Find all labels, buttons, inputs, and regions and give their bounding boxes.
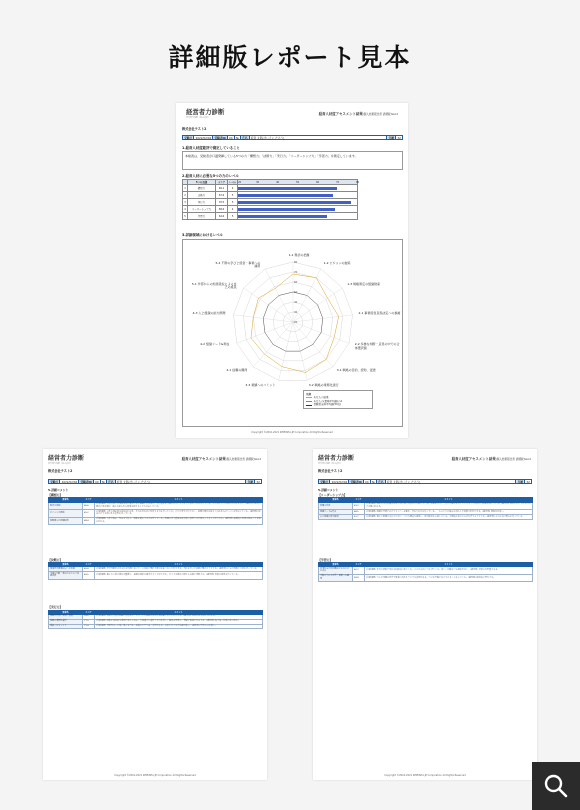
level-cell: 3: [184, 200, 186, 204]
comment-table-header: コメント: [365, 563, 533, 567]
comment-area: 不断の学びと経営・事業への適用: [319, 574, 353, 582]
radar-legend: 凡例 あなたの結果 あなたの(業務平均値)の2 受験者全体平均値(50点): [303, 390, 373, 409]
level-cell: 5: [184, 214, 186, 218]
comment-group-label: 【実行力】: [48, 605, 63, 610]
section-1-text: 本検査は、受検者が口頭発揮している5つの力「構想力」「決断力」「実行力」「リーダーシップ力」「学習力」を測定しています。: [182, 151, 403, 170]
comment-score: 68.4: [83, 517, 95, 525]
examinee-info: 受験日 2022/02/04 受験者ID 00 № 氏名 経営 太郎(けいえい たろう) 年齢 32: [182, 135, 403, 140]
report-page-left: [43, 449, 267, 780]
comment-area: 戦略の目的、認知、浸透: [49, 614, 83, 619]
level-bar: [238, 187, 336, 191]
comment-row: [319, 574, 533, 582]
radar-axis-label: 2-1 事業経営意思決定への参画: [358, 311, 401, 316]
comment-table-header: コメント: [95, 610, 263, 614]
search-icon: [543, 773, 569, 799]
comment-area: 戦略の業務化遂行: [49, 619, 83, 624]
comment-score: 63.2: [353, 502, 365, 510]
brand-logo: 経営者力診断 経営者力診断（株式会社）: [318, 455, 355, 465]
comment-score: 68.5: [353, 510, 365, 515]
level-bar: [238, 208, 335, 212]
comment-text: (詳細領域) 自社の競合の事業環境の変化に常に敏感に目を配り、その変化を今後の経営にどのように活かすかを考えている。経営者としての視野の広さを示す。(適性面) 他人の意見に耳を傾け、様々な視点から物事を捉えることで対応している。: [95, 502, 263, 510]
level-bar-cell: [238, 185, 358, 192]
level-bar: [238, 215, 327, 219]
level-cell: 1: [184, 186, 186, 190]
comment-score: 69.5: [83, 572, 95, 580]
comment-table-header: 要素名: [49, 563, 83, 567]
radar-scale-label: 50: [294, 291, 298, 294]
examinee-info: 受験日 2022/02/04 受験者ID 00 № 氏名 経営 太郎(けいえい たろう) 年齢 32: [318, 479, 532, 484]
search-button[interactable]: [532, 762, 580, 810]
level-bar-cell: [238, 199, 358, 206]
radar-scale-label: 70: [294, 271, 298, 274]
comment-row: [49, 624, 263, 629]
section-3-caption: 3.詳細領域におけるレベル: [182, 233, 223, 237]
comment-table-header: コメント: [95, 498, 263, 502]
company-name: 株式会社テスト2: [318, 469, 343, 473]
comment-group-label: 【構想力】: [48, 493, 63, 497]
report-title: 経営人材度アセスメント結果(個人結果報告書 詳細版)Ver.2: [181, 457, 261, 461]
radar-axis-label: 1-3 戦略策定の組織財産: [347, 281, 381, 286]
radar-scale-label: 60: [294, 281, 298, 284]
comment-score: 61.7: [353, 515, 365, 520]
copyright: Copyright ©2010-2021 KEIEISHA-JP Corporation All Rights Reserved: [384, 774, 466, 777]
radar-axis-label: 3-3 業績へのコミット: [245, 383, 276, 388]
comment-table-header: スコア: [83, 498, 95, 502]
comment-area: 信頼の獲得: [319, 502, 353, 510]
comment-row: [319, 502, 533, 510]
comment-table-header: スコア: [83, 610, 95, 614]
scale-label: 50: [296, 180, 300, 184]
scale-label: 80: [356, 180, 360, 184]
level-cell: 67.6: [216, 192, 228, 199]
level-table: 5つの意識 スコア レベル 20 30 40 50 60 70 80 1 構想力 69.1 4 2 決断力 67.6 5 3 実行力 76.5 5 4 リーダーシップ力 68.6 4 5 学習力 64.6 5: [184, 180, 360, 218]
level-cell: 実行力: [188, 199, 216, 206]
radar-axis-label: 5-2 不断の学びと経営・事業への適用: [215, 260, 261, 269]
level-bar: [238, 194, 333, 198]
comment-score: 65.8: [83, 567, 95, 572]
comment-text: (詳細領域) 戦略を具体的な業務に落とし込み、計画通りに遂行する力が高い。進捗を管理し、課題に迅速に対応する。(適性面) 粘り強く物事に取り組む。: [95, 619, 263, 624]
comment-score: 62.7: [353, 567, 365, 575]
comment-table-header: 要素名: [319, 563, 353, 567]
comment-area: 外部からの知見吸収による自己の成長: [319, 567, 353, 575]
radar-axis-label: 1-1 現状の把握: [288, 253, 310, 257]
examinee-info: 受験日 2022/02/04 受験者ID 00 № 氏名 経営 太郎(けいえい たろう) 年齢 32: [48, 479, 262, 484]
level-bar-cell: [238, 213, 358, 220]
scale-label: 40: [276, 180, 280, 184]
company-name: 株式会社テスト2: [48, 469, 73, 473]
radar-scale-label: 40: [294, 301, 298, 304]
report-page-main: [176, 103, 408, 438]
comment-table-header: スコア: [353, 498, 365, 502]
radar-axis-label: 2-2 多様な判断・意見の中での合体選択値: [354, 342, 400, 350]
comment-row: [319, 567, 533, 575]
scale-label: 70: [336, 180, 340, 184]
comment-row: [49, 502, 263, 510]
level-cell: 決断力: [188, 192, 216, 199]
company-name: 株式会社テスト2: [182, 127, 207, 131]
comment-group-label: 【決断力】: [48, 557, 63, 562]
level-row: [183, 213, 358, 220]
radar-axis-label: 5-1 外部からの知見吸収による自己の成長: [191, 281, 237, 290]
radar-axis-label: 4-1 信頼の獲得: [226, 368, 248, 373]
comment-area: 多様な判断・意見の中での合体選択値: [49, 572, 83, 580]
comment-table-header: コメント: [365, 498, 533, 502]
scale-label: 30: [256, 180, 260, 184]
radar-axis-label: 1-2 ビジョンの創造: [323, 260, 351, 265]
level-cell: 4: [228, 185, 238, 192]
comment-text: (詳細領域) 経営判断が求められる局面において、主体的に関わり意見を述べることができる。責任を持って決断に関わろうとする。(適性面) 自らの判断に自信を持っている。: [95, 567, 263, 572]
comment-row: [49, 572, 263, 580]
level-cell: リーダーシップ力: [188, 206, 216, 213]
brand-logo: 経営者力診断 経営者力診断（株式会社）: [48, 455, 85, 465]
comment-table-header: スコア: [83, 563, 95, 567]
comment-table: [48, 562, 263, 580]
comment-score: 66.6: [83, 502, 95, 510]
comment-text: (詳細領域) 社外の情報や知見を積極的に取り入れ、自己の成長につなげている。新しい知識を学ぶ意欲が高い。(適性面) 好奇心が旺盛である。: [365, 567, 533, 575]
level-cell: 4: [228, 206, 238, 213]
radar-axis-label: 4-3 人と組織の能力開発: [192, 311, 226, 316]
radar-chart-box: [182, 239, 403, 427]
section-1-caption: 1.経営人材度総評で測定していること: [182, 146, 240, 150]
report-title: 経営人材度アセスメント結果(個人結果報告書 詳細版)Ver.2: [318, 112, 398, 116]
radar-scale-label: 30: [294, 311, 298, 314]
comment-text: (詳細領域) 組織の目標に向けてメンバーを導き、育成する力を持っている。一人ひとりの強みを活かした役割分担ができる。(適性面) 面倒見が良い。: [365, 510, 533, 515]
radar-axis-label: 4-2 組織リード&育成: [200, 342, 230, 347]
comment-table-header: 要素名: [319, 498, 353, 502]
comment-group-label: 【学習力】: [318, 557, 333, 562]
comment-score: 74.5: [83, 614, 95, 619]
copyright: Copyright ©2010-2021 KEIEISHA-JP Corporation All Rights Reserved: [251, 431, 333, 434]
comment-text: (詳細領域) 自社の強み・弱みを分析し、戦略を策定する力を有している。組織の持つ資源を最大限に活用する計画を立てることができる。(適性面) 論理的に物事を組み立てる傾向がある。: [96, 518, 261, 524]
radar-scale-label: 20: [294, 321, 298, 324]
comment-area: 業績へのコミット: [49, 624, 83, 629]
comment-text: (詳細領域) 目標達成への強い意志を持ち、最後までやり抜く姿勢がある。成果に対する責任感が強い。(適性面) 目標志向が強い。: [95, 624, 263, 629]
level-cell: 64.6: [216, 213, 228, 220]
comment-area: 人と組織の能力開発: [319, 515, 353, 520]
comment-score: 58.8: [353, 574, 365, 582]
level-bar: [238, 201, 351, 205]
comment-area: 組織リード&育成: [319, 510, 353, 515]
comment-text: (詳細領域) 学んだ知識を経営や事業に活かそうとする姿勢がある。学びを実践に結びつける工夫をしている。(適性面) 継続的に努力する。: [365, 574, 533, 582]
level-row: [183, 206, 358, 213]
comment-text: (詳細領域) 周囲からの信頼を得るために誠実な姿勢で行動している。約束を守り、一貫した態度を示すことで部下や同僚との関係を築いている。(適性面) 他者に対して公平に接する傾向がある。: [366, 503, 531, 508]
level-cell: 5: [228, 199, 238, 206]
comment-area: 事業経営意思決定への参画: [49, 567, 83, 572]
level-cell: 5: [228, 213, 238, 220]
page-title: 詳細版レポート見本: [168, 43, 412, 72]
level-cell: 68.6: [216, 206, 228, 213]
comment-row: [319, 515, 533, 520]
level-cell: 2: [184, 193, 186, 197]
brand-logo: 経営者力診断 経営者力診断（株式会社）: [186, 108, 225, 119]
comment-table-header: コメント: [95, 563, 263, 567]
comment-section-title: 5.詳細コメント: [48, 488, 69, 492]
comment-row: [49, 510, 263, 518]
comment-table-header: スコア: [353, 563, 365, 567]
comment-table: [48, 497, 263, 525]
comment-text: (詳細領域) 自社の将来像を具体的に描き、それを社内外に発信する力を持っている。自分の考えだけでなく、周囲の意見を取り入れながらビジョンを形成している。(適性面) 将来に対する前向きな姿勢を持っている。: [95, 510, 263, 518]
comment-text: (詳細領域) 様々な立場の意見を整理し、最適な選択を導き出すことができる。対立する意見の間でも冷静に判断する。(適性面) 柔軟な思考を持っている。: [95, 572, 263, 580]
comment-area: 現状の把握: [49, 502, 83, 510]
comment-table-header: 要素名: [49, 498, 83, 502]
comment-score: 71.4: [83, 624, 95, 629]
scale-label: 60: [316, 180, 320, 184]
comment-score: 65.2: [83, 510, 95, 518]
scale-label: 20: [238, 180, 242, 184]
comment-area: 戦略策定の組織財産: [49, 517, 83, 525]
level-bar-cell: [238, 192, 358, 199]
level-cell: 4: [184, 207, 186, 211]
copyright: Copyright ©2010-2021 KEIEISHA-JP Corporation All Rights Reserved: [114, 774, 196, 777]
comment-area: ビジョンの創造: [49, 510, 83, 518]
level-cell: 69.1: [216, 185, 228, 192]
comment-score: 77.9: [83, 619, 95, 624]
comment-row: [49, 517, 263, 525]
comment-table: [318, 562, 533, 582]
comment-text: (詳細領域) 戦略の目的を組織に浸透させ、メンバーの理解を得ながら推進することができる。(適性面) 周囲を巻き込む力がある。: [95, 614, 263, 619]
level-row: [183, 192, 358, 199]
level-cell: 5: [228, 192, 238, 199]
radar-scale-label: 80: [294, 261, 298, 264]
comment-table: [48, 610, 263, 630]
section-2-caption: 2.経営人材に必要な5つの力のレベル: [182, 174, 239, 178]
level-cell: 76.5: [216, 199, 228, 206]
comment-section-title: 5.詳細コメント: [318, 488, 339, 492]
level-row: [183, 185, 358, 192]
level-cell: 構想力: [188, 185, 216, 192]
level-row: [183, 199, 358, 206]
report-title: 経営人材度アセスメント結果(個人結果報告書 詳細版)Ver.2: [451, 457, 531, 461]
level-bar-cell: [238, 206, 358, 213]
comment-table: [318, 497, 533, 520]
radar-axis-label: 3-2 戦略の業務化遂行: [308, 383, 339, 388]
comment-text: (詳細領域) 個人と組織の成長のために、学びの機会を提供し、能力開発を支援している。長期的な視点で人材を育てようとする。(適性面) 人の成長に関心を持っている。: [365, 515, 533, 520]
comment-group-label: 【リーダーシップ力】: [318, 493, 347, 497]
comment-table-header: 要素名: [49, 610, 83, 614]
report-page-right: [313, 449, 537, 780]
radar-axis-label: 3-1 戦略の目的、認知、浸透: [336, 368, 376, 373]
level-cell: 学習力: [188, 213, 216, 220]
